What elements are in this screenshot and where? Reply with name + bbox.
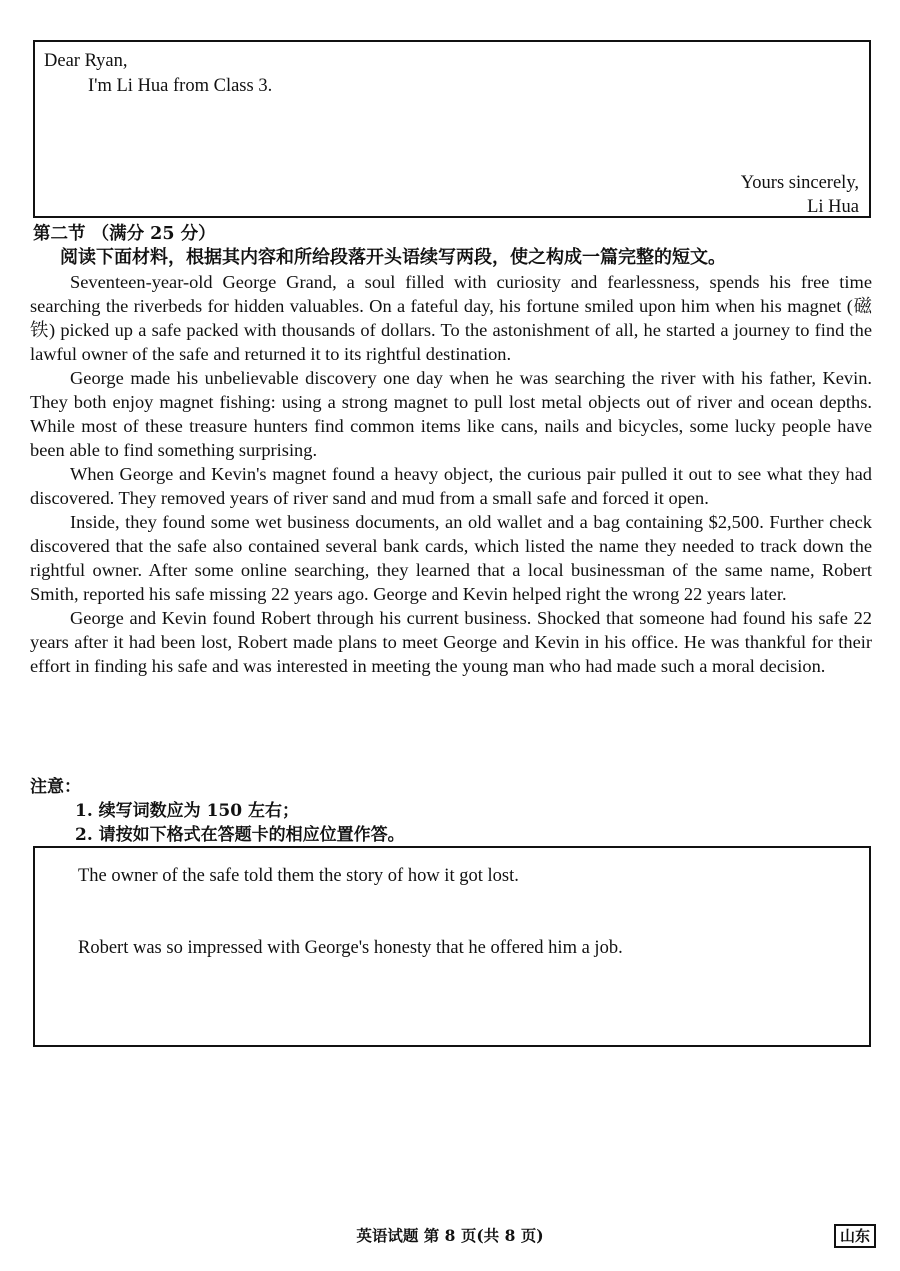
letter-opening: I'm Li Hua from Class 3. xyxy=(88,76,273,96)
passage-paragraph: When George and Kevin's magnet found a heavy object, the curious pair pulled it out to see what they had discovered. They removed years of river sand and mud from a small safe and forced it open. xyxy=(30,464,872,508)
letter-closing: Yours sincerely, xyxy=(740,173,859,193)
passage-paragraph: George made his unbelievable discovery one day when he was searching the river with his father, Kevin. They both enjoy magnet fishing: using a strong magnet to pull lost metal objects out of river and ocean depths. While most of these treasure hunters find common items like cans, nails and bicycles, some lucky people have been able to find something surprising. xyxy=(30,368,872,460)
notes-title: 注意： xyxy=(30,777,81,797)
passage-paragraph: Seventeen-year-old George Grand, a soul filled with curiosity and fearlessness, spends his free time searching the riverbeds for hidden valuables. On a fateful day, his fortune smiled upon him when his magnet (磁铁) picked up a safe packed with thousands of dollars. To the astonishment of all, he started a journey to find the lawful owner of the safe and returned it to its rightful destination. xyxy=(30,272,872,364)
note-item-answer-format: 2. 请按如下格式在答题卡的相应位置作答。 xyxy=(75,825,405,845)
passage-paragraph: Inside, they found some wet business documents, an old wallet and a bag containing $2,500. Further check discovered that the safe also contained several bank cards, which listed the name they needed to track down the rightful owner. After some online searching, they learned that a local businessman of the same name, Robert Smith, reported his safe missing 22 years ago. George and Kevin helped right the wrong 22 years later. xyxy=(30,512,872,604)
region-badge: 山东 xyxy=(834,1224,876,1248)
reading-passage xyxy=(30,270,872,678)
continuation-answer-box xyxy=(33,846,871,1047)
paragraph-opening-2: Robert was so impressed with George's honesty that he offered him a job. xyxy=(78,938,623,958)
letter-salutation: Dear Ryan, xyxy=(44,51,128,71)
section-title: 第二节 （满分 25 分） xyxy=(33,224,216,244)
note-item-word-count: 1. 续写词数应为 150 左右； xyxy=(75,801,299,821)
letter-signature: Li Hua xyxy=(807,197,859,217)
section-instruction: 阅读下面材料，根据其内容和所给段落开头语续写两段，使之构成一篇完整的短文。 xyxy=(60,247,726,268)
letter-writing-box xyxy=(33,40,871,218)
passage-paragraph: George and Kevin found Robert through his current business. Shocked that someone had found his safe 22 years after it had been lost, Robert made plans to meet George and Kevin in his office. He was thankful for their effort in finding his safe and was interested in meeting the young man who had made such a moral decision. xyxy=(30,608,872,676)
paragraph-opening-1: The owner of the safe told them the story of how it got lost. xyxy=(78,866,519,886)
page-footer: 英语试题 第 8 页(共 8 页) xyxy=(356,1226,544,1245)
